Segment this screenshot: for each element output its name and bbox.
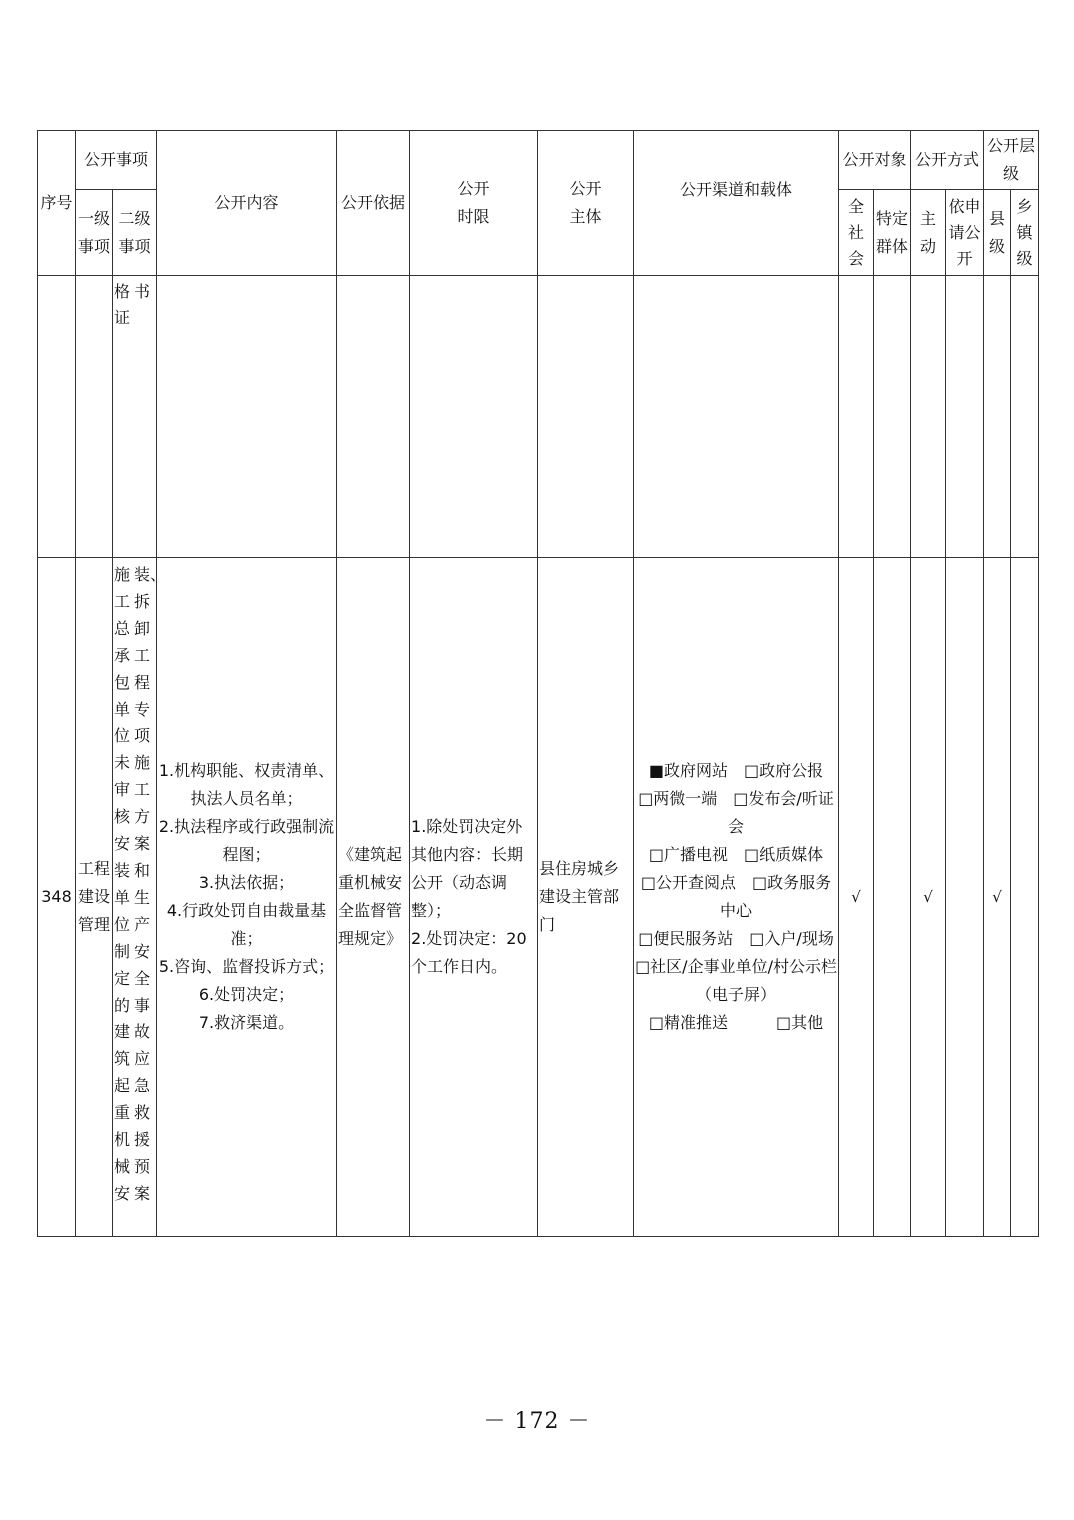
header-target-specific [874, 190, 911, 276]
header-level-town-text: 乡镇级 [1016, 196, 1033, 268]
cell-level2 [113, 276, 157, 558]
cell-level-county: √ [984, 558, 1011, 1237]
cell-seq [38, 276, 76, 558]
header-time-limit [410, 131, 538, 276]
cell-level1 [76, 276, 113, 558]
header-items-group: 公开事项 [76, 131, 157, 190]
cell-mode-request [946, 276, 984, 558]
header-level1-text: 一级事项 [77, 208, 110, 256]
cell-target-specific [874, 276, 911, 558]
header-level1 [76, 190, 113, 276]
cell-basis-text: 《建筑起重机械安全监督管理规定》 [338, 845, 403, 948]
cell-basis [337, 276, 410, 558]
header-level-county-text: 县级 [989, 208, 1006, 256]
header-mode-request-text: 依申请公开 [948, 196, 981, 268]
header-mode-request [946, 190, 984, 276]
cell-time-limit [410, 276, 538, 558]
header-seq: 序号 [38, 131, 76, 276]
cell-level2-text: 施工总承包单位未审核安装单位制定的建筑起重机械安装、拆卸工程专项施工方案和生产安全事故应急救援预案 [114, 565, 167, 1203]
header-level-town [1011, 190, 1039, 276]
cell-level-town [1011, 558, 1039, 1237]
cell-time-limit-text: 1.除处罚决定外其他内容：长期公开（动态调整）； 2.处罚决定：20个工作日内。 [411, 817, 527, 976]
header-channels: 公开渠道和载体 [634, 131, 839, 276]
disclosure-table [37, 130, 1039, 1237]
cell-target-all [839, 276, 874, 558]
cell-basis [337, 558, 410, 1237]
cell-subject [538, 276, 634, 558]
header-level-county [984, 190, 1011, 276]
header-subject-text: 公开主体 [569, 179, 602, 226]
header-target-specific-text: 特定群体 [876, 208, 909, 256]
cell-channels-text: ■政府网站 □政府公报 □两微一端 □发布会/听证会 □广播电视 □纸质媒体 □公开查阅点 □政务服务中心 □便民服务站 □入户/现场 □社区/企事业单位/村公示栏（电子屏） □精准推送 □其他 [635, 761, 837, 1032]
cell-level-town [1011, 276, 1039, 558]
header-target-all-text: 全社会 [848, 196, 865, 268]
cell-time-limit [410, 558, 538, 1237]
cell-level-county [984, 276, 1011, 558]
table-row [38, 558, 1039, 1237]
header-mode-active [911, 190, 946, 276]
cell-target-specific [874, 558, 911, 1237]
cell-mode-request [946, 558, 984, 1237]
cell-subject [538, 558, 634, 1237]
cell-subject-text: 县住房城乡建设主管部门 [539, 859, 620, 934]
cell-mode-active: √ [911, 558, 946, 1237]
header-level2-text: 二级事项 [118, 208, 151, 256]
header-mode-group: 公开方式 [911, 131, 984, 190]
cell-level2-text: 格证书 [114, 282, 151, 327]
header-target-all [839, 190, 874, 276]
header-level-group [984, 131, 1039, 190]
header-level-group-text: 公开层级 [987, 136, 1036, 183]
cell-seq: 348 [38, 558, 76, 1237]
header-subject [538, 131, 634, 276]
cell-target-all: √ [839, 558, 874, 1237]
cell-level2 [113, 558, 167, 1237]
header-basis: 公开依据 [337, 131, 410, 276]
cell-channels [634, 276, 839, 558]
cell-content [157, 558, 337, 1237]
cell-content-text: 1.机构职能、权责清单、执法人员名单； 2.执法程序或行政强制流程图； 3.执法依据； 4.行政处罚自由裁量基准； 5.咨询、监督投诉方式； 6.处罚决定； 7.救济渠道。 [158, 761, 335, 1032]
header-mode-active-text: 主动 [920, 208, 937, 256]
cell-level1-text: 工程建设管理 [77, 859, 110, 934]
page-number: － 172 － [483, 1409, 591, 1434]
cell-level1 [76, 558, 113, 1237]
header-time-limit-text: 公开时限 [457, 179, 490, 226]
cell-mode-active [911, 276, 946, 558]
table-row [38, 276, 1039, 558]
header-target-group: 公开对象 [839, 131, 911, 190]
header-content: 公开内容 [157, 131, 337, 276]
cell-channels [634, 558, 839, 1237]
cell-content [157, 276, 337, 558]
header-level2 [113, 190, 157, 276]
